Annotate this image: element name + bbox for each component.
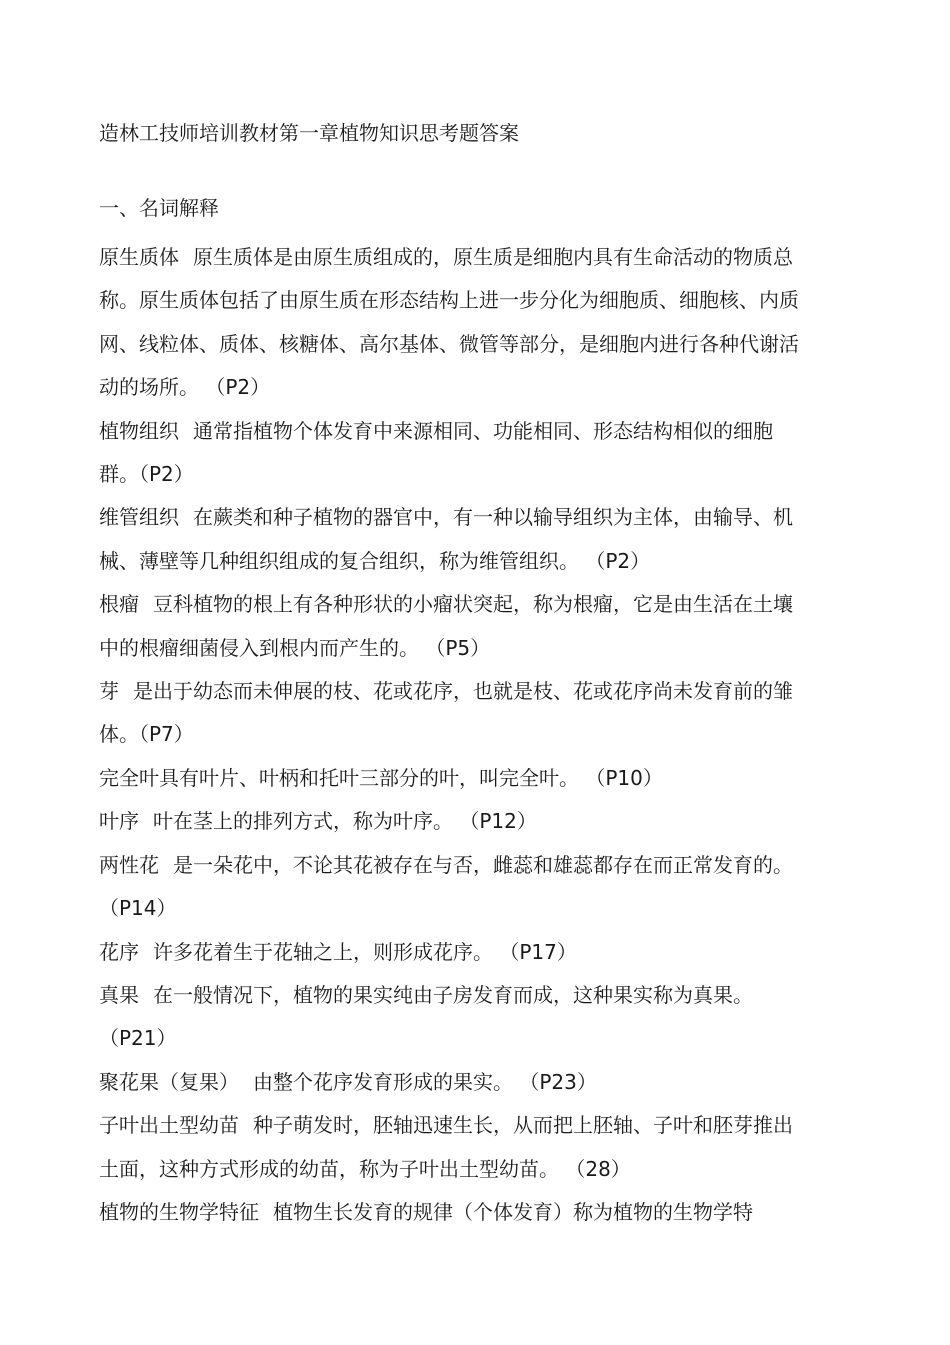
definition-entry [99, 236, 799, 410]
definition-entry [99, 1191, 799, 1234]
definition-entry [99, 1104, 799, 1191]
definition-list [99, 236, 799, 1234]
definition-term: 维管组织 [99, 505, 179, 530]
definition-term: 真果 [99, 982, 139, 1007]
definition-term: 植物组织 [99, 418, 179, 443]
definition-term: 植物的生物学特征 [99, 1199, 259, 1224]
definition-term: 花序 [99, 939, 139, 964]
definition-text: 种子萌发时，胚轴迅速生长，从而把上胚轴、子叶和胚芽推出土面，这种方式形成的幼苗，称为子叶出土型幼苗。 （28） [99, 1113, 793, 1181]
definition-entry [99, 757, 799, 800]
definition-text: 通常指植物个体发育中来源相同、功能相同、形态结构相似的细胞群。（P2） [99, 418, 773, 487]
definition-text: 是出于幼态而未伸展的枝、花或花序，也就是枝、花或花序尚未发育前的雏体。（P7） [99, 679, 793, 747]
definition-entry [99, 496, 799, 583]
definition-text: 豆科植物的根上有各种形状的小瘤状突起，称为根瘤，它是由生活在土壤中的根瘤细菌侵入到根内而产生的。 （P5） [99, 592, 793, 660]
definition-text: 叶在茎上的排列方式，称为叶序。 （P12） [153, 809, 537, 834]
definition-term: 聚花果（复果） [99, 1069, 239, 1094]
definition-term: 叶序 [99, 809, 139, 834]
section-heading: 一、名词解释 [99, 196, 219, 220]
definition-entry [99, 583, 799, 670]
definition-text: 在蕨类和种子植物的器官中，有一种以输导组织为主体，由输导、机械、薄壁等几种组织组成的复合组织，称为维管组织。 （P2） [99, 505, 793, 573]
definition-term: 根瘤 [99, 592, 139, 617]
definition-text: 具有叶片、叶柄和托叶三部分的叶，叫完全叶。 （P10） [159, 765, 663, 790]
definition-text: 植物生长发育的规律（个体发育）称为植物的生物学特 [273, 1199, 753, 1224]
definition-term: 两性花 [99, 852, 159, 877]
definition-entry [99, 931, 799, 974]
definition-text: 是一朵花中，不论其花被存在与否，雌蕊和雄蕊都存在而正常发育的。（P14） [99, 852, 793, 921]
definition-text: 许多花着生于花轴之上，则形成花序。 （P17） [153, 939, 577, 964]
definition-term: 芽 [99, 679, 119, 704]
definition-entry [99, 800, 799, 843]
definition-text: 在一般情况下，植物的果实纯由子房发育而成，这种果实称为真果。（P21） [99, 982, 753, 1051]
definition-term: 子叶出土型幼苗 [99, 1113, 239, 1138]
definition-term: 完全叶 [99, 765, 159, 790]
definition-entry [99, 1061, 799, 1104]
definition-entry [99, 844, 799, 931]
definition-entry [99, 974, 799, 1061]
definition-text: 原生质体是由原生质组成的，原生质是细胞内具有生命活动的物质总称。原生质体包括了由原生质在形态结构上进一步分化为细胞质、细胞核、内质网、线粒体、质体、核糖体、高尔基体、微管等部分，是细胞内进行各种代谢活动的场所。 （P2） [99, 245, 799, 400]
definition-entry [99, 410, 799, 497]
definition-text: 由整个花序发育形成的果实。 （P23） [253, 1069, 597, 1094]
definition-entry [99, 670, 799, 757]
definition-term: 原生质体 [99, 245, 179, 269]
document-title: 造林工技师培训教材第一章植物知识思考题答案 [99, 121, 519, 145]
